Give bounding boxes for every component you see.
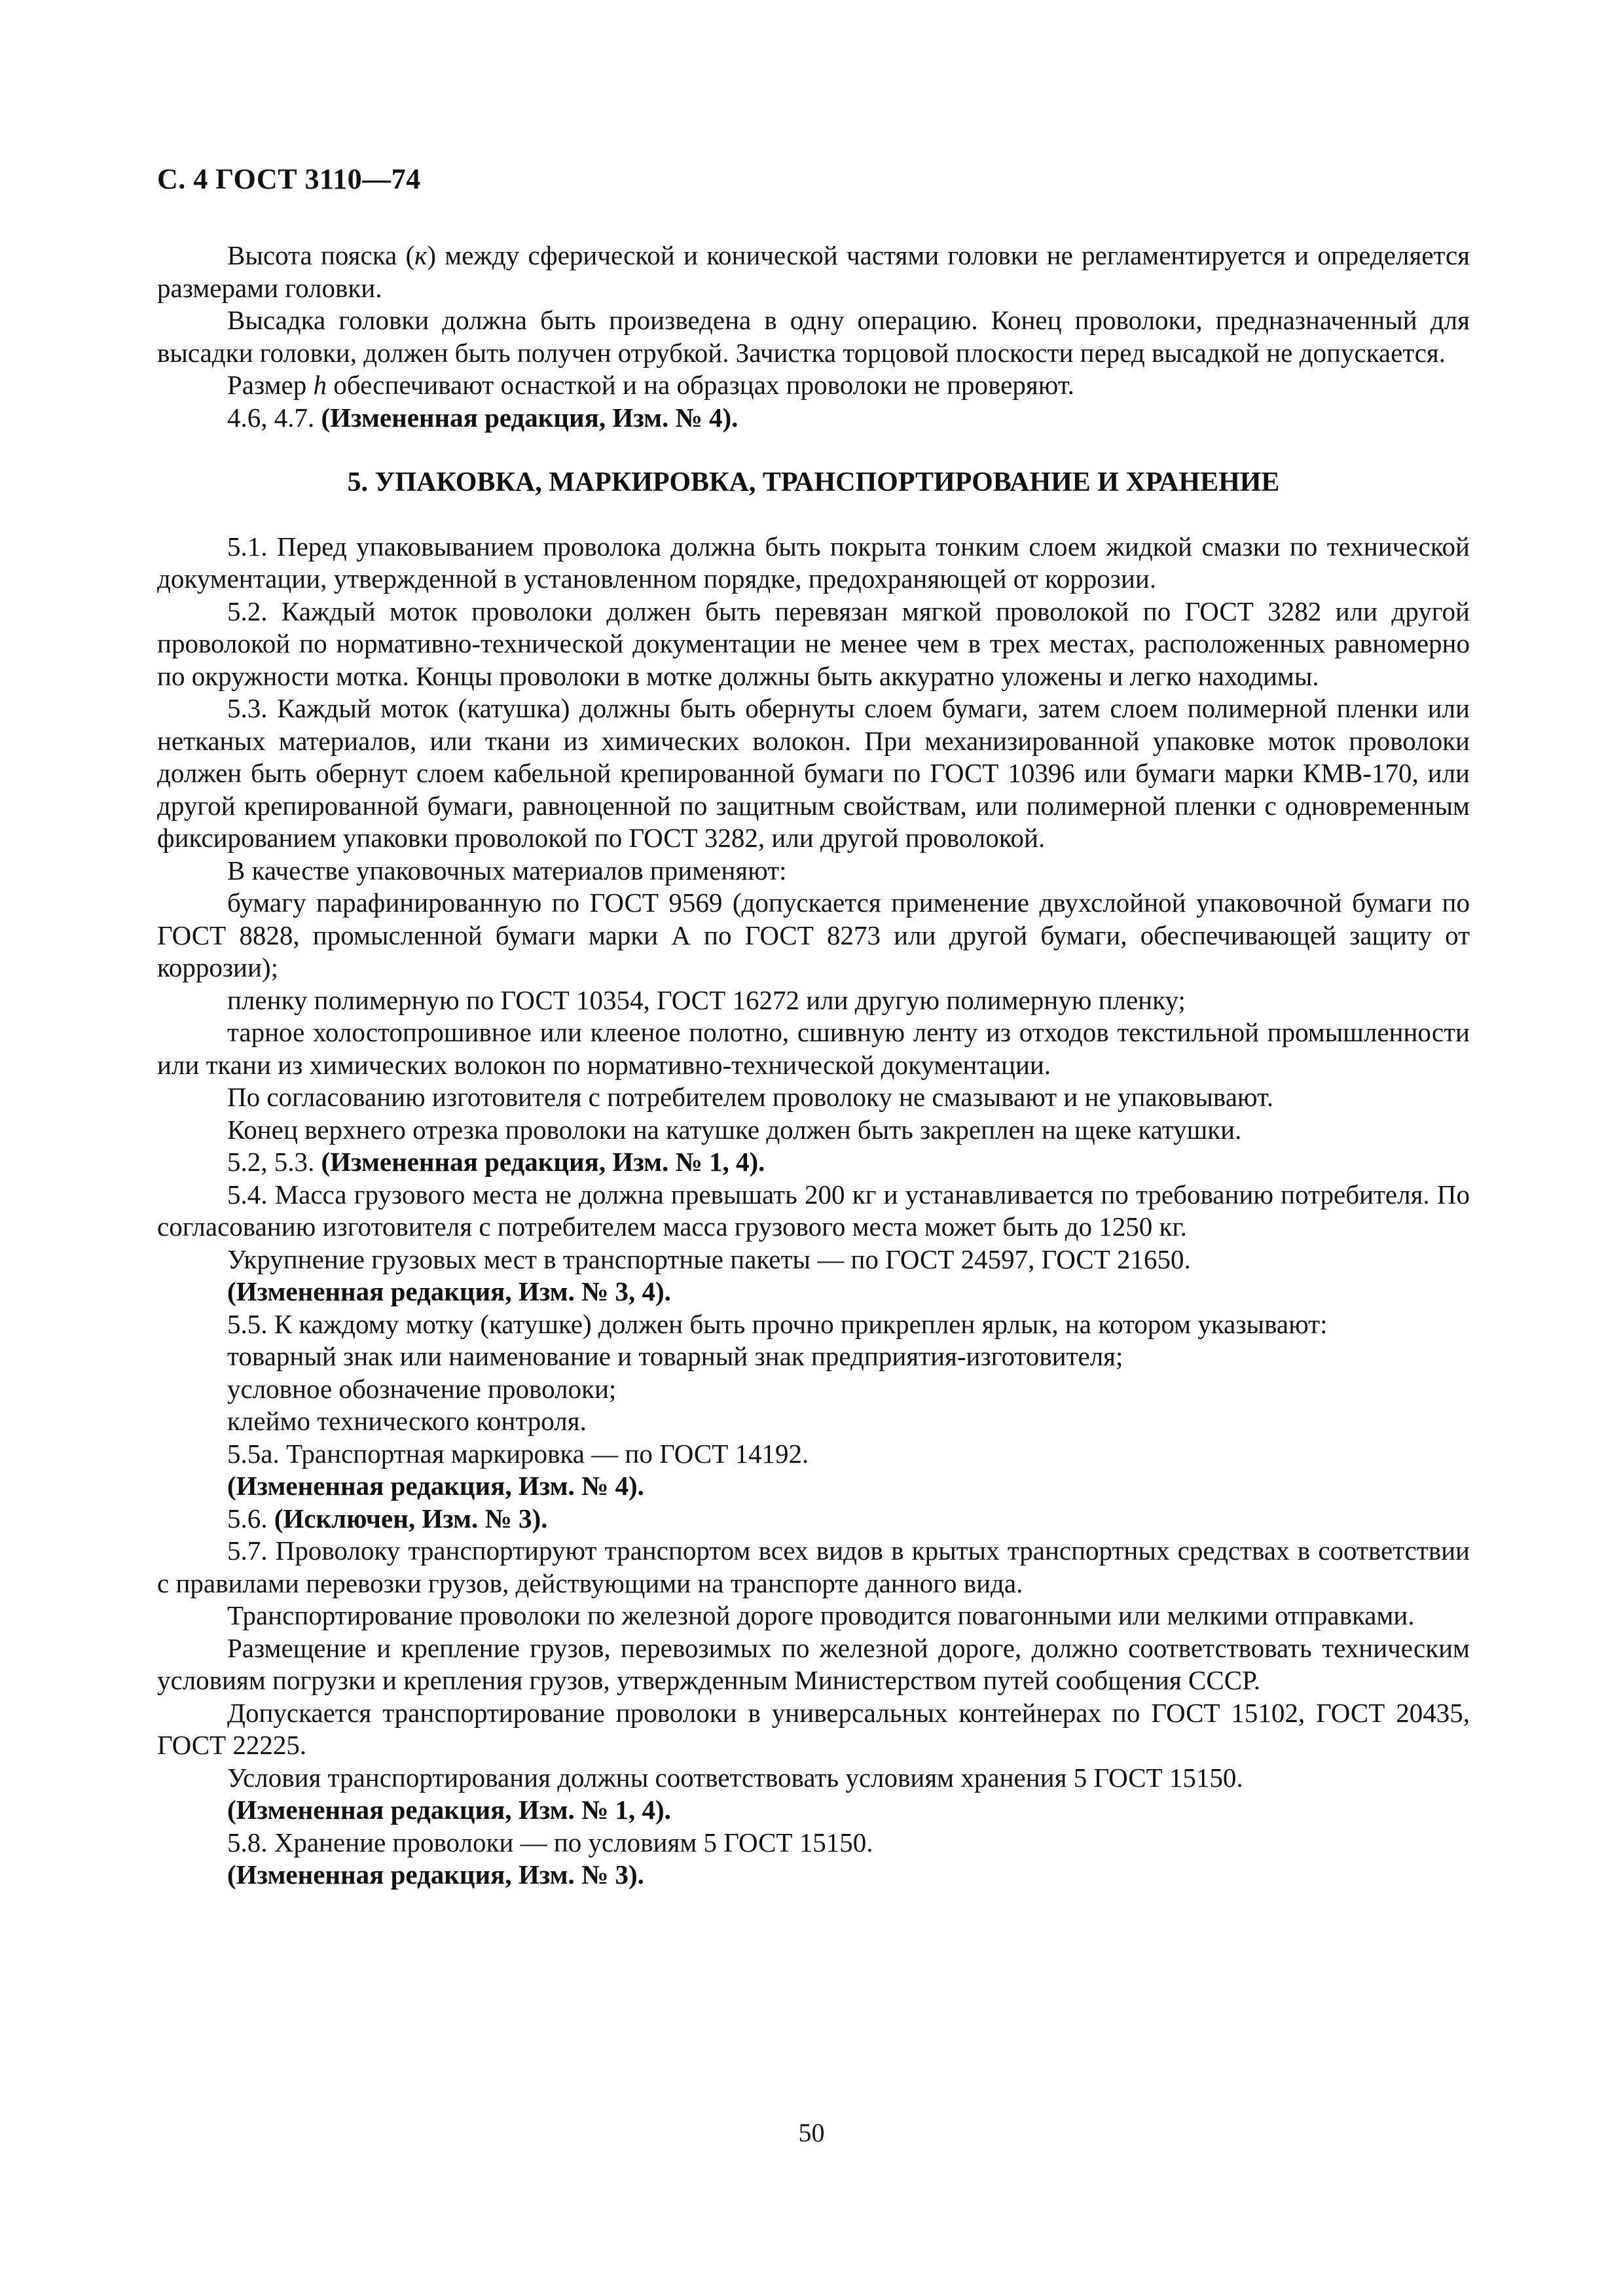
- clause-5-3-film: пленку полимерную по ГОСТ 10354, ГОСТ 16272 или другую полимерную пленку;: [227, 984, 1186, 1015]
- clause-5-3-paper: бумагу парафинированную по ГОСТ 9569 (допускается применение двухслойной упаковочной бумаги по ГОСТ 8828, промысленной бумаги марки А по ГОСТ 8273 или другой бумаги, обеспечивающей защиту от коррозии);: [157, 888, 1470, 982]
- clause-5-5-item-designation: условное обозначение проволоки;: [227, 1373, 617, 1404]
- clause-5-6: 5.6. (Исключен, Изм. № 3).: [227, 1503, 548, 1534]
- clause-5-3-materials: В качестве упаковочных материалов применяют:: [227, 855, 787, 886]
- clause-5-4-packages: Укрупнение грузовых мест в транспортные пакеты — по ГОСТ 24597, ГОСТ 21650.: [227, 1244, 1191, 1274]
- clause-5-5: 5.5. К каждому мотку (катушке) должен быть прочно прикреплен ярлык, на котором указывают:: [227, 1308, 1328, 1339]
- paragraph-head-upsetting: Высадка головки должна быть произведена в одну операцию. Конец проволоки, предназначенный для высадки головки, должен быть получен отрубкой. Зачистка торцовой плоскости перед высадкой не допускается.: [157, 305, 1470, 368]
- clause-5-3-agreement: По согласованию изготовителя с потребителем проволоку не смазывают и не упаковывают.: [227, 1082, 1274, 1112]
- clause-5-7: 5.7. Проволоку транспортируют транспортом всех видов в крытых транспортных средствах в соответствии с правилами перевозки грузов, действующими на транспорте данного вида.: [157, 1535, 1470, 1598]
- clause-5-2: 5.2. Каждый моток проволоки должен быть перевязан мягкой проволокой по ГОСТ 3282 или другой проволокой по нормативно-технической документации не менее чем в трех местах, расположенных равномерно по окружности мотка. Концы проволоки в мотке должны быть аккуратно уложены и легко находимы.: [157, 596, 1470, 691]
- clause-5-5a: 5.5а. Транспортная маркировка — по ГОСТ 14192.: [227, 1438, 809, 1469]
- document-body: [157, 240, 1470, 1892]
- clause-5-7-containers: Допускается транспортирование проволоки в универсальных контейнерах по ГОСТ 15102, ГОСТ 20435, ГОСТ 22225.: [157, 1697, 1470, 1760]
- clause-5-4: 5.4. Масса грузового места не должна превышать 200 кг и устанавливается по требованию потребителя. По согласованию изготовителя с потребителем масса грузового места может быть до 1250 кг.: [157, 1179, 1470, 1242]
- clause-5-3-cloth: тарное холостопрошивное или клееное полотно, сшивную ленту из отходов текстильной промышленности или ткани из химических волокон по нормативно-технической документации.: [157, 1017, 1470, 1080]
- clause-5-3: 5.3. Каждый моток (катушка) должны быть обернуты слоем бумаги, затем слоем полимерной пленки или нетканых материалов, или ткани из химических волокон. При механизированной упаковке моток проволоки должен быть обернут слоем кабельной крепированной бумаги по ГОСТ 10396 или бумаги марки КМВ-170, или другой крепированной бумаги, равноценной по защитным свойствам, или полимерной пленки с одновременным фиксированием упаковки проволокой по ГОСТ 3282, или другой проволокой.: [157, 693, 1470, 853]
- clause-5-4-revision: (Измененная редакция, Изм. № 3, 4).: [227, 1276, 671, 1306]
- clause-5-5a-revision: (Измененная редакция, Изм. № 4).: [227, 1471, 644, 1501]
- clause-5-7-revision: (Измененная редакция, Изм. № 1, 4).: [227, 1795, 671, 1825]
- paragraph-revision-46-47: 4.6, 4.7. (Измененная редакция, Изм. № 4).: [227, 402, 739, 433]
- page-number: 50: [798, 2118, 825, 2147]
- section-title: 5. УПАКОВКА, МАРКИРОВКА, ТРАНСПОРТИРОВАНИЕ И ХРАНЕНИЕ: [347, 467, 1280, 497]
- clause-5-5-item-trademark: товарный знак или наименование и товарный знак предприятия-изготовителя;: [227, 1341, 1123, 1371]
- paragraph-belt-height: Высота пояска (к) между сферической и конической частями головки не регламентируется и определяется размерами головки.: [157, 240, 1470, 303]
- clause-5-7-placement: Размещение и крепление грузов, перевозимых по железной дороге, должно соответствовать техническим условиям погрузки и крепления грузов, утвержденным Министерством путей сообщения СССР.: [157, 1632, 1470, 1695]
- clause-5-2-5-3-revision: 5.2, 5.3. (Измененная редакция, Изм. № 1, 4).: [227, 1147, 765, 1177]
- paragraph-size-h: Размер h обеспечивают оснасткой и на образцах проволоки не проверяют.: [227, 370, 1074, 400]
- clause-5-3-wire-end: Конец верхнего отрезка проволоки на катушке должен быть закреплен на щеке катушки.: [227, 1114, 1242, 1145]
- clause-5-1: 5.1. Перед упаковыванием проволока должна быть покрыта тонким слоем жидкой смазки по технической документации, утвержденной в установленном порядке, предохраняющей от коррозии.: [157, 531, 1470, 594]
- page-header: С. 4 ГОСТ 3110—74: [157, 163, 421, 195]
- clause-5-8: 5.8. Хранение проволоки — по условиям 5 ГОСТ 15150.: [227, 1827, 873, 1857]
- clause-5-7-conditions: Условия транспортирования должны соответствовать условиям хранения 5 ГОСТ 15150.: [227, 1762, 1243, 1793]
- clause-5-7-railway: Транспортирование проволоки по железной дороге проводится повагонными или мелкими отправками.: [227, 1600, 1415, 1630]
- clause-5-8-revision: (Измененная редакция, Изм. № 3).: [227, 1859, 644, 1890]
- clause-5-5-item-stamp: клеймо технического контроля.: [227, 1406, 587, 1436]
